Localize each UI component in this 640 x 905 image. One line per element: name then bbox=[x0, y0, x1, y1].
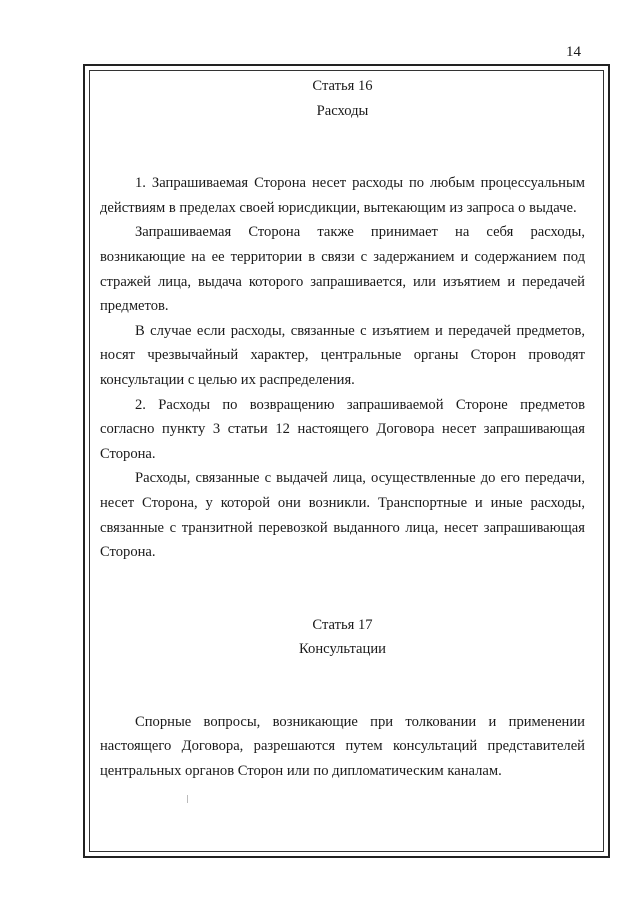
spacer bbox=[100, 565, 585, 613]
article-16-title: Расходы bbox=[316, 102, 369, 119]
article-17-title: Консультации bbox=[299, 641, 386, 658]
article-16-paragraph-1: 1. Запрашиваемая Сторона несет расходы по любым процессуальным действиям в пределах своей юрисдикции, вытекающим из запроса о выдаче. bbox=[100, 175, 585, 216]
document-body bbox=[100, 74, 585, 784]
page-number: 14 bbox=[566, 44, 581, 60]
article-16 bbox=[100, 74, 585, 565]
article-16-number: Статья 16 bbox=[312, 78, 373, 94]
article-16-paragraph-4: 2. Расходы по возвращению запрашиваемой Стороне предметов согласно пункту 3 статьи 12 настоящего Договора несет запрашивающая Сторона. bbox=[100, 396, 585, 462]
spacer bbox=[100, 662, 585, 710]
article-17 bbox=[100, 613, 585, 784]
article-16-paragraph-2: Запрашиваемая Сторона также принимает на себя расходы, возникающие на ее территории в связи с задержанием и содержанием под стражей лица, выдача которого запрашивается, или изъятием и передачей предметов. bbox=[100, 224, 585, 315]
article-17-number: Статья 17 bbox=[312, 616, 373, 633]
article-17-paragraph-1: Спорные вопросы, возникающие при толковании и применении настоящего Договора, разрешаются путем консультаций представителей центральных органов Сторон или по дипломатическим каналам. bbox=[100, 713, 585, 780]
article-16-paragraph-3: В случае если расходы, связанные с изъятием и передачей предметов, носят чрезвычайный характер, центральные органы Сторон проводят консультации с целью их распределения. bbox=[100, 322, 585, 388]
spacer bbox=[100, 123, 585, 171]
scan-artifact bbox=[187, 795, 188, 803]
article-16-paragraph-5: Расходы, связанные с выдачей лица, осуществленные до его передачи, несет Сторона, у которой они возникли. Транспортные и иные расходы, связанные с транзитной перевозкой выданного лица, несет запрашивающая Сторона. bbox=[100, 470, 585, 561]
